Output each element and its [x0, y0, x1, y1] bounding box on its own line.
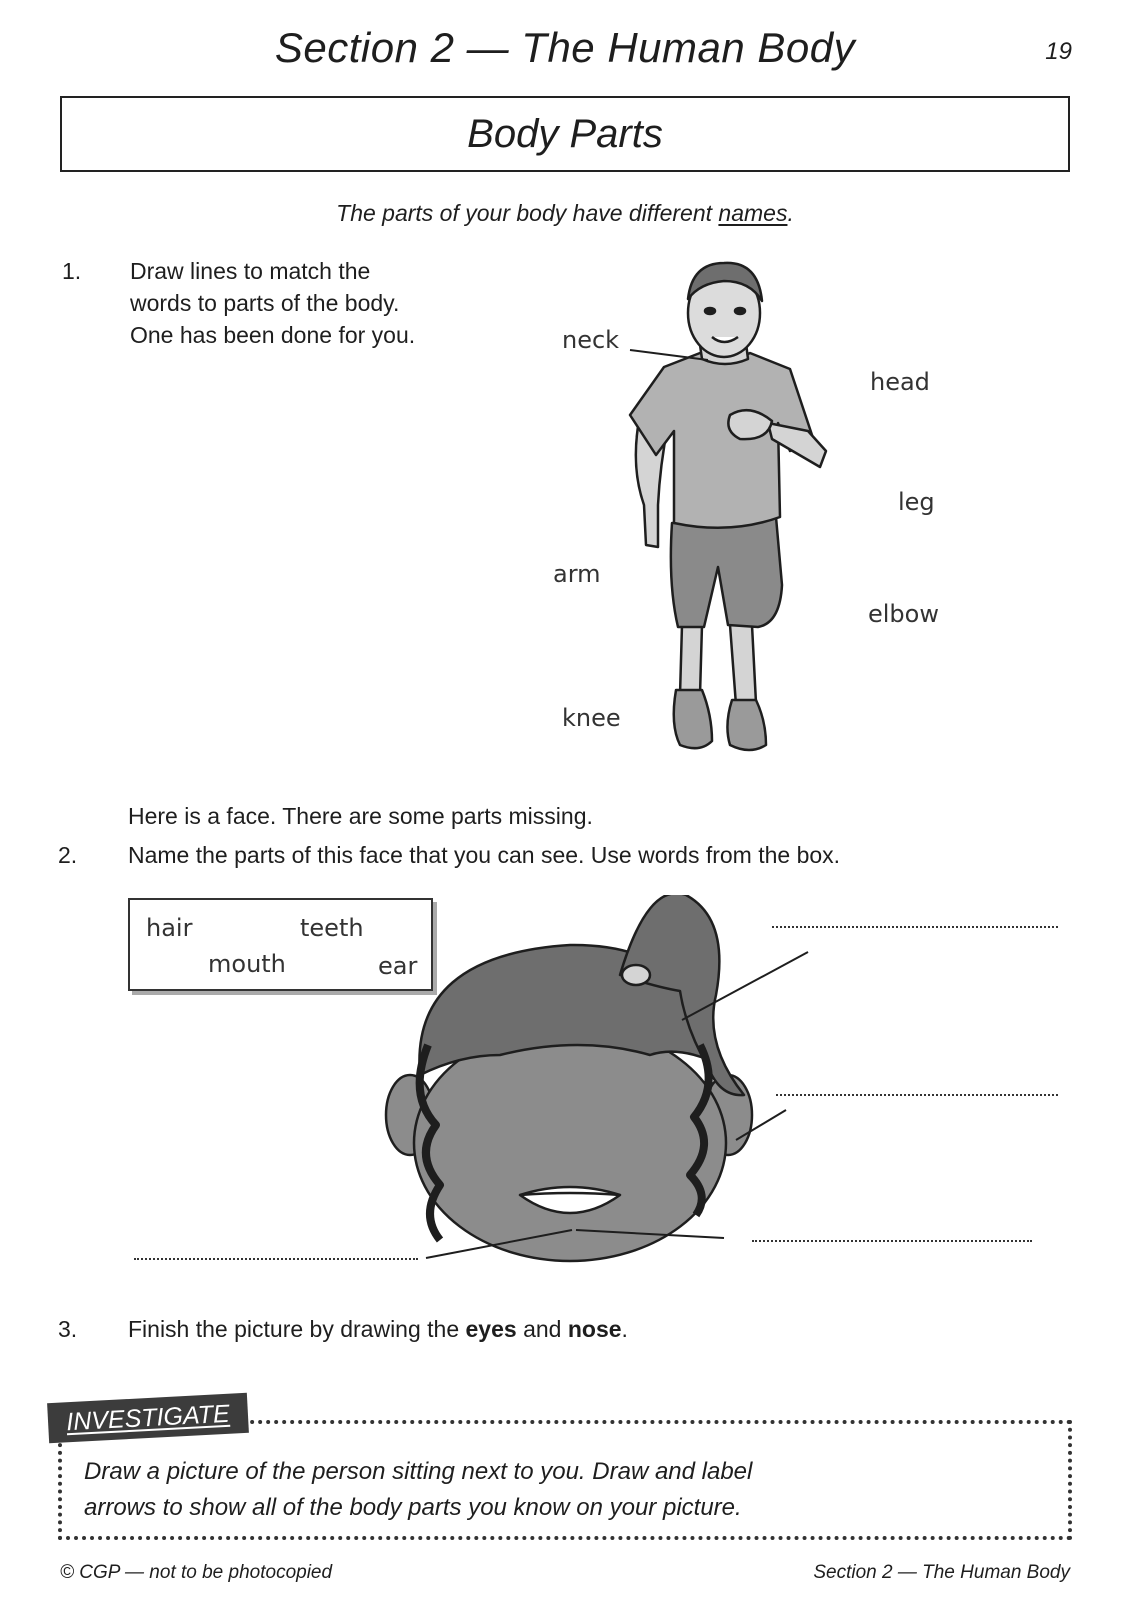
answer-line-ear[interactable]	[776, 1094, 1058, 1096]
label-leg: leg	[898, 488, 935, 516]
investigate-line: Draw a picture of the person sitting next to you. Draw and label	[84, 1458, 753, 1485]
q3-instructions	[128, 1313, 628, 1345]
q3-before: Finish the picture by drawing the	[128, 1316, 466, 1342]
label-elbow: elbow	[868, 600, 939, 628]
label-neck: neck	[562, 326, 620, 354]
label-knee: knee	[562, 704, 621, 732]
q1-line: Draw lines to match the	[130, 258, 371, 284]
label-arm: arm	[553, 560, 601, 588]
page-number: 19	[1045, 38, 1072, 65]
q3-eyes: eyes	[465, 1316, 517, 1342]
q3-middle: and	[516, 1316, 568, 1342]
footer-copyright: © CGP — not to be photocopied	[60, 1562, 333, 1583]
section-title: Section 2 — The Human Body	[274, 24, 856, 71]
q2-instructions: Name the parts of this face that you can see. Use words from the box.	[128, 842, 841, 868]
word-ear: ear	[378, 952, 418, 980]
investigate-tag-label: INVESTIGATE	[65, 1399, 231, 1436]
answer-line-hair[interactable]	[772, 926, 1058, 928]
word-mouth: mouth	[208, 950, 286, 978]
q3-number: 3.	[58, 1316, 78, 1342]
footer-section: Section 2 — The Human Body	[813, 1562, 1070, 1583]
q1-line: words to parts of the body.	[130, 290, 400, 316]
answer-line-teeth[interactable]	[752, 1240, 1032, 1242]
q3-nose: nose	[567, 1316, 622, 1342]
word-teeth: teeth	[300, 914, 364, 942]
label-head: head	[870, 368, 930, 396]
investigate-text	[84, 1454, 752, 1526]
q1-line: One has been done for you.	[130, 322, 416, 348]
page-title: Body Parts	[467, 111, 663, 156]
answer-line-mouth[interactable]	[134, 1258, 418, 1260]
word-hair: hair	[146, 914, 193, 942]
intro-underlined: names	[718, 200, 788, 226]
q3-after: .	[621, 1316, 628, 1342]
intro-before: The parts of your body have different	[336, 200, 719, 226]
q2-pre-text: Here is a face. There are some parts missing.	[128, 803, 593, 829]
intro-after: .	[787, 200, 794, 226]
q2-number: 2.	[58, 842, 78, 868]
q1-number: 1.	[62, 258, 82, 284]
investigate-line: arrows to show all of the body parts you know on your picture.	[84, 1494, 742, 1521]
